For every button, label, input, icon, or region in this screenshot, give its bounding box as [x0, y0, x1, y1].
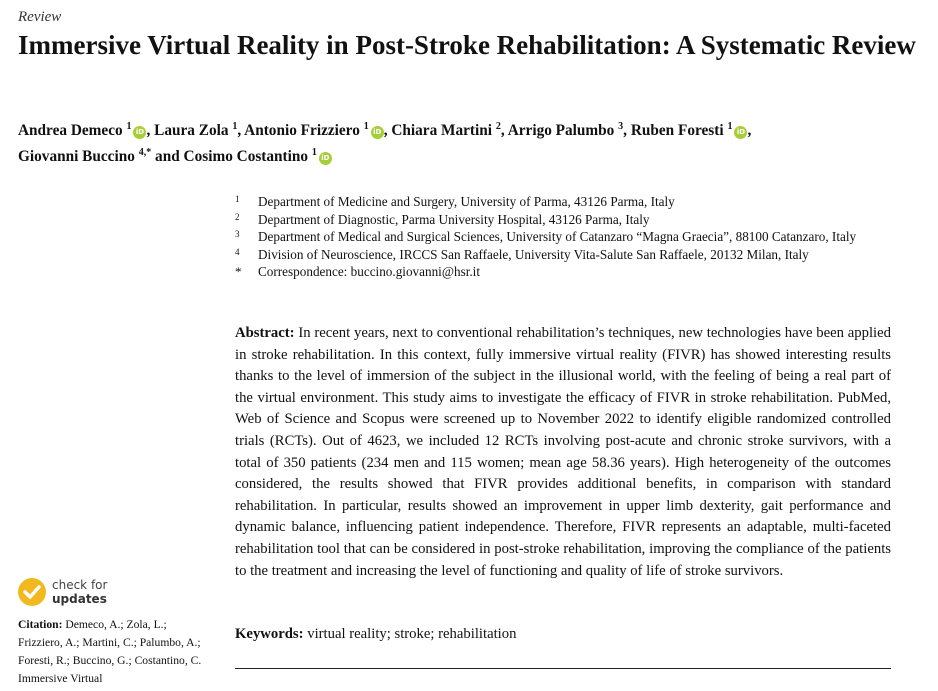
affiliation-number: 1	[235, 194, 240, 204]
author-name[interactable]: Laura Zola	[154, 122, 229, 140]
author-affiliation-mark: 1	[363, 121, 369, 132]
author-affiliation-mark: 1	[126, 121, 132, 132]
author-name[interactable]: Cosimo Costantino	[183, 148, 309, 166]
author-name[interactable]: Chiara Martini	[391, 122, 493, 140]
author-name[interactable]: Ruben Foresti	[630, 122, 724, 140]
abstract-label: Abstract:	[235, 325, 295, 341]
abstract-text: In recent years, next to conventional rehabilitation’s techniques, new technologies have been applied in stroke rehabilitation. In this context, fully immersive virtual reality (FIVR) has showed interesting results thanks to the level of immersion of the subject in the illusional world, with the feeling of being a real part of the virtual environment. This study aims to investigate the efficacy of FIVR in stroke rehabilitation. PubMed, Web of Science and Scopus were screened up to November 2022 to identify eligible randomized controlled trials (RCTs). Out of 4623, we included 12 RCTs involving post-acute and chronic stroke survivors, with a total of 350 patients (234 men and 115 women; mean age 58.36 years). High heterogeneity of the outcomes considered, the results showed that FIVR provides additional benefits, in comparison with standard rehabilitation. In particular, results showed an improvement in upper limb dexterity, gait performance and dynamic balance, influencing patient independence. Therefore, FIVR represents an adaptable, multi-faceted rehabilitation tool that can be considered in post-stroke rehabilitation, improving the compliance of the patients to the treatment and increasing the level of functioning and quality of life of stroke survivors.	[235, 325, 891, 579]
author-separator: ,	[146, 122, 151, 140]
author-line-2	[18, 142, 918, 168]
author-list	[18, 116, 918, 168]
check-for-updates-icon	[18, 578, 46, 606]
author-affiliation-mark: 1	[727, 121, 733, 132]
affiliation-text[interactable]: Correspondence: buccino.giovanni@hsr.it	[258, 264, 480, 279]
affiliation-item	[235, 228, 915, 246]
affiliations-list	[235, 193, 915, 281]
author-line-1	[18, 116, 918, 142]
affiliation-text: Department of Medical and Surgical Sciences, University of Catanzaro “Magna Graecia”, 88100 Catanzaro, Italy	[258, 229, 857, 244]
author-affiliation-mark: 3	[618, 121, 624, 132]
keywords	[235, 624, 891, 644]
author-separator: ,	[623, 122, 627, 140]
author-name[interactable]: Antonio Frizziero	[244, 122, 360, 140]
affiliation-number: 3	[235, 229, 240, 239]
orcid-icon[interactable]: iD	[734, 126, 747, 139]
orcid-icon[interactable]: iD	[371, 126, 384, 139]
affiliation-number: *	[235, 264, 242, 279]
affiliation-item	[235, 246, 915, 264]
keywords-label: Keywords:	[235, 626, 304, 642]
check-for-updates-label-bold: updates	[52, 592, 107, 606]
author-separator: ,	[383, 122, 388, 140]
affiliation-item	[235, 211, 915, 229]
check-for-updates-label: check for	[52, 578, 108, 592]
author-separator: ,	[237, 122, 242, 140]
author-conjunction: and	[155, 148, 180, 166]
keywords-text: virtual reality; stroke; rehabilitation	[307, 626, 517, 642]
affiliation-item	[235, 193, 915, 211]
affiliation-text: Division of Neuroscience, IRCCS San Raffaele, University Vita-Salute San Raffaele, 20132 Milan, Italy	[258, 246, 809, 262]
citation-label: Citation:	[18, 618, 63, 631]
section-divider	[235, 668, 891, 669]
orcid-icon[interactable]: iD	[133, 126, 146, 139]
affiliation-item	[235, 263, 915, 281]
author-name[interactable]: Arrigo Palumbo	[507, 122, 615, 140]
citation-block	[18, 616, 203, 688]
author-name[interactable]: Andrea Demeco	[18, 122, 123, 140]
orcid-icon[interactable]: iD	[319, 152, 332, 165]
author-separator: ,	[500, 122, 505, 140]
affiliation-text: Department of Diagnostic, Parma University Hospital, 43126 Parma, Italy	[258, 211, 650, 227]
author-separator: ,	[747, 122, 752, 140]
author-affiliation-mark: 1	[232, 121, 238, 132]
paper-title: Immersive Virtual Reality in Post-Stroke Rehabilitation: A Systematic Review	[18, 30, 916, 60]
citation-text: Demeco, A.; Zola, L.; Frizziero, A.; Martini, C.; Palumbo, A.; Foresti, R.; Buccino, G.; Costantino, C. Immersive Virtual	[18, 618, 202, 685]
article-type-label: Review	[18, 9, 62, 25]
author-affiliation-mark: 4,*	[138, 147, 152, 159]
affiliation-number: 4	[235, 246, 240, 257]
affiliation-number: 2	[235, 211, 240, 222]
author-affiliation-mark: 1	[311, 147, 317, 159]
abstract	[235, 323, 891, 582]
author-affiliation-mark: 2	[495, 121, 501, 132]
affiliation-text: Department of Medicine and Surgery, University of Parma, 43126 Parma, Italy	[258, 194, 675, 209]
author-name[interactable]: Giovanni Buccino	[18, 148, 135, 166]
check-for-updates-button[interactable]	[18, 578, 158, 610]
